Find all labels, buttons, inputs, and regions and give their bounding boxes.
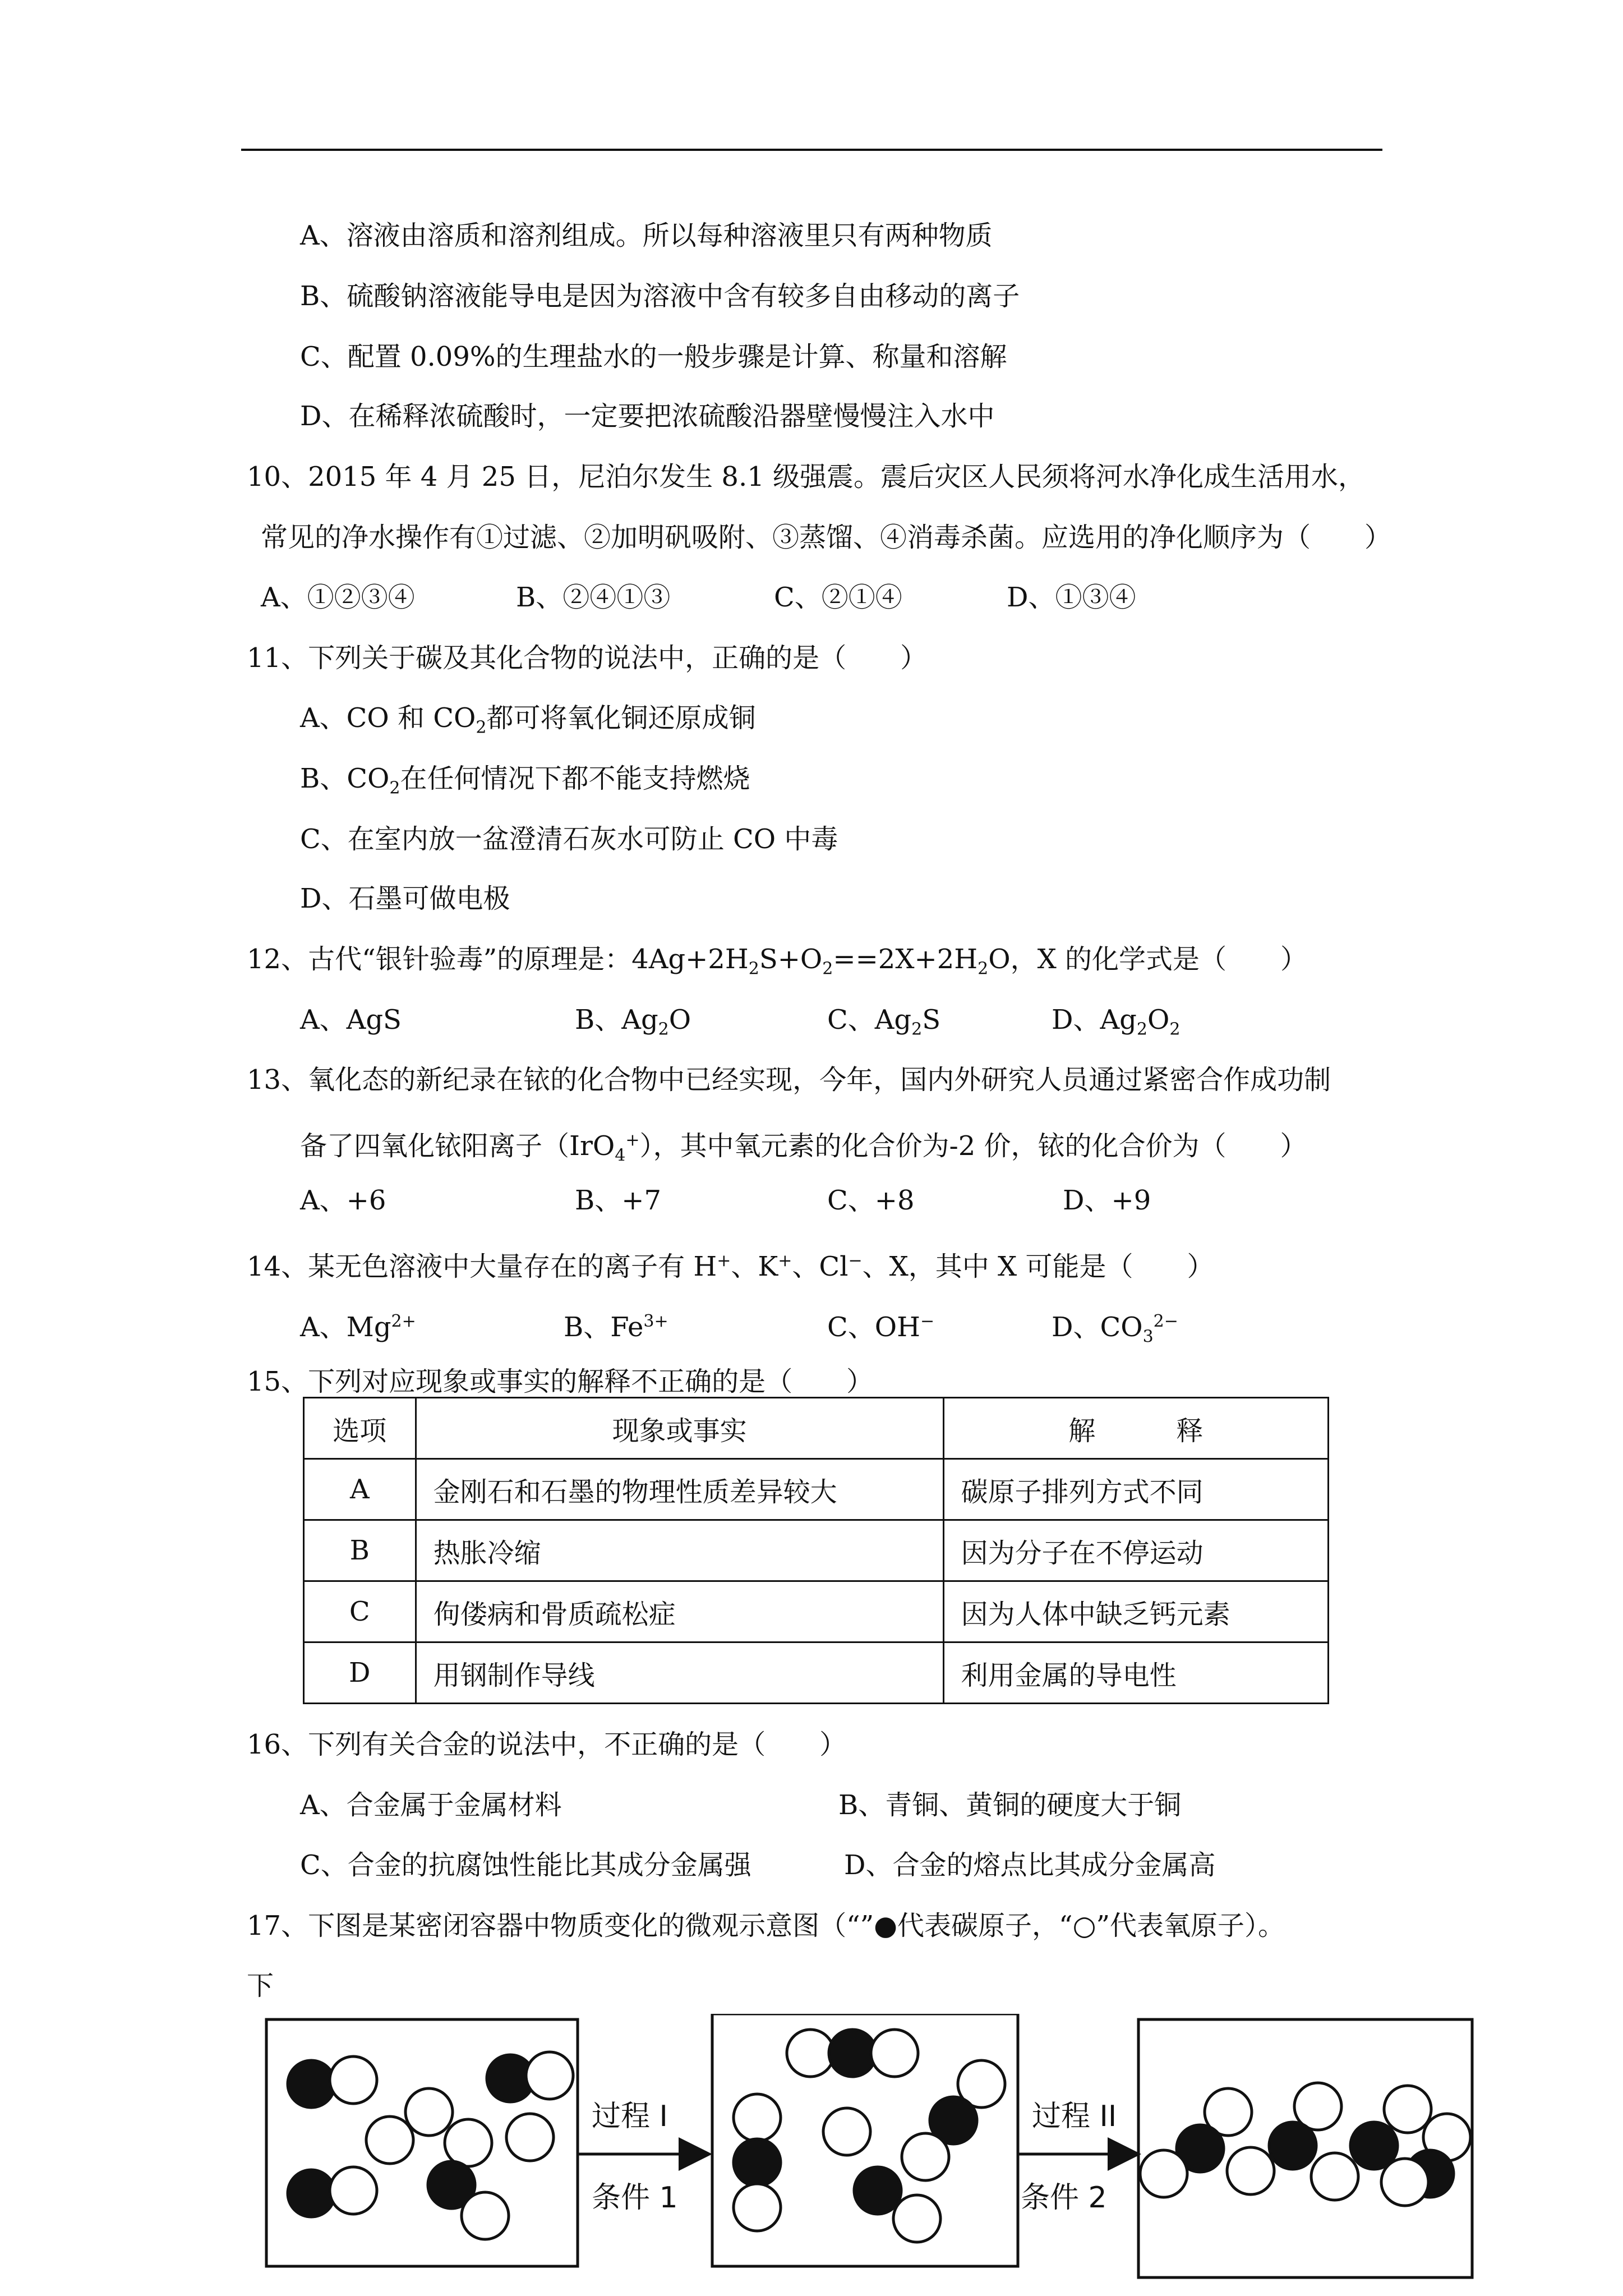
q15-stem: 15、下列对应现象或事实的解释不正确的是（ ） <box>247 1366 874 1397</box>
oxygen-atom <box>1384 2086 1431 2133</box>
explanation-table <box>303 1397 1329 1704</box>
q13-stem-line2: 备了四氧化铱阳离子（IrO$_4$+），其中氧元素的化合价为-2 价，铱的化合价为（ ） <box>300 1130 1307 1166</box>
table-cell: 因为人体中缺乏钙元素 <box>943 1581 1328 1642</box>
table-row <box>304 1581 1329 1642</box>
table-cell: A <box>304 1459 416 1520</box>
q17-stem: 17、下图是某密闭容器中物质变化的微观示意图（“”●代表碳原子，“○”代表氧原子）。 <box>247 1910 1285 1941</box>
table-cell: 金刚石和石墨的物理性质差异较大 <box>416 1459 943 1520</box>
q12-option-b: B、$Ag_2O$ <box>575 1004 691 1039</box>
oxygen-atom <box>506 2114 554 2161</box>
oxygen-atom <box>1381 2159 1428 2206</box>
oxygen-atom <box>330 2056 377 2104</box>
q11-option-d: D、石墨可做电极 <box>300 883 510 914</box>
oxygen-atom <box>893 2195 940 2242</box>
q16-stem: 16、下列有关合金的说法中，不正确的是（ ） <box>247 1729 847 1760</box>
q16-option-a: A、合金属于金属材料 <box>300 1789 562 1821</box>
oxygen-atom <box>823 2108 870 2155</box>
table-cell: B <box>304 1520 416 1581</box>
condition-2-label: 条件 2 <box>1021 2181 1107 2215</box>
q12-option-a: A、AgS <box>300 1004 402 1036</box>
oxygen-atom <box>1311 2153 1358 2200</box>
table-cell: D <box>304 1642 416 1704</box>
q13-option-c: C、+8 <box>827 1185 915 1216</box>
q10-stem-line2: 常见的净水操作有①过滤、②加明矾吸附、③蒸馏、④消毒杀菌。应选用的净化顺序为（ ） <box>261 522 1392 553</box>
carbon-atom <box>854 2167 901 2214</box>
q16-option-d: D、合金的熔点比其成分金属高 <box>844 1849 1216 1881</box>
header-explanation: 解 释 <box>943 1398 1328 1459</box>
carbon-atom <box>1269 2122 1316 2169</box>
oxygen-atom <box>366 2116 413 2164</box>
q12-stem: 12、古代“银针验毒”的原理是：$4Ag+2H_2S+O_2==2X+2H_2O$，X 的化学式是（ ） <box>247 944 1308 979</box>
oxygen-atom <box>734 2184 781 2231</box>
q12-option-c: C、$Ag_2S$ <box>827 1004 941 1039</box>
table-row <box>304 1520 1329 1581</box>
q13-option-a: A、+6 <box>300 1185 386 1216</box>
q17-stem-continuation: 下 <box>247 1970 274 2001</box>
q14-option-c: C、OH− <box>827 1312 935 1343</box>
q9-option-c: C、配置 0.09%的生理盐水的一般步骤是计算、称量和溶解 <box>300 341 1007 372</box>
oxygen-atom <box>1140 2150 1187 2197</box>
q12-option-d: D、$Ag_2O_2$ <box>1052 1004 1181 1039</box>
oxygen-atom <box>734 2094 781 2141</box>
q10-option-c: C、②①④ <box>774 582 902 613</box>
oxygen-atom <box>462 2192 509 2239</box>
q10-option-b: B、②④①③ <box>516 582 671 613</box>
table-cell: 佝偻病和骨质疏松症 <box>416 1581 943 1642</box>
oxygen-atom <box>330 2167 377 2214</box>
process-2-label: 过程 II <box>1032 2100 1117 2133</box>
q16-option-c: C、合金的抗腐蚀性能比其成分金属强 <box>300 1849 751 1881</box>
table-row <box>304 1642 1329 1704</box>
q14-option-a: A、$Mg^{2+}$ <box>300 1312 416 1343</box>
q14-option-b: B、$Fe^{3+}$ <box>564 1312 668 1343</box>
header-phenomenon: 现象或事实 <box>416 1398 943 1459</box>
oxygen-atom <box>526 2052 573 2099</box>
header-option: 选项 <box>304 1398 416 1459</box>
q14-stem: 14、某无色溶液中大量存在的离子有 H+、K+、Cl−、X，其中 X 可能是（ ） <box>247 1251 1214 1282</box>
q10-option-d: D、①③④ <box>1007 582 1136 613</box>
q9-option-b: B、硫酸钠溶液能导电是因为溶液中含有较多自由移动的离子 <box>300 280 1020 312</box>
table-row <box>304 1459 1329 1520</box>
table-cell: 利用金属的导电性 <box>943 1642 1328 1704</box>
oxygen-atom <box>405 2088 453 2136</box>
q9-option-d: D、在稀释浓硫酸时，一定要把浓硫酸沿器壁慢慢注入水中 <box>300 401 995 432</box>
table-cell: 热胀冷缩 <box>416 1520 943 1581</box>
carbon-atom <box>734 2139 781 2186</box>
q14-option-d: D、$CO_3^{2-}$ <box>1052 1312 1178 1347</box>
q11-option-b: B、$CO_2$在任何情况下都不能支持燃烧 <box>300 763 750 798</box>
oxygen-atom <box>902 2133 949 2180</box>
carbon-atom <box>829 2030 876 2077</box>
oxygen-atom <box>445 2119 492 2166</box>
table-cell: 因为分子在不停运动 <box>943 1520 1328 1581</box>
table-cell: 碳原子排列方式不同 <box>943 1459 1328 1520</box>
q13-stem-line1: 13、氧化态的新纪录在铱的化合物中已经实现，今年，国内外研究人员通过紧密合作成功制 <box>247 1064 1331 1096</box>
q13-option-b: B、+7 <box>575 1185 662 1216</box>
q11-option-c: C、在室内放一盆澄清石灰水可防止 CO 中毒 <box>300 823 838 855</box>
oxygen-atom <box>1227 2147 1274 2194</box>
q16-option-b: B、青铜、黄铜的硬度大于铜 <box>838 1789 1182 1821</box>
table-header-row <box>304 1398 1329 1459</box>
table-cell: C <box>304 1581 416 1642</box>
header-rule <box>241 149 1382 151</box>
process-1-label: 过程 I <box>592 2100 668 2133</box>
q9-option-a: A、溶液由溶质和溶剂组成。所以每种溶液里只有两种物质 <box>300 220 993 251</box>
q11-stem: 11、下列关于碳及其化合物的说法中，正确的是（ ） <box>247 642 928 674</box>
q10-stem-line1: 10、2015 年 4 月 25 日，尼泊尔发生 8.1 级强震。震后灾区人民须将河水净化成生活用水， <box>247 461 1365 493</box>
carbon-atom <box>288 2170 335 2217</box>
q13-option-d: D、+9 <box>1063 1185 1151 1216</box>
molecular-diagram <box>264 2014 1475 2296</box>
oxygen-atom <box>787 2030 834 2077</box>
table-cell: 用钢制作导线 <box>416 1642 943 1704</box>
carbon-atom <box>288 2060 335 2108</box>
q11-option-a: A、CO 和 $CO_2$都可将氧化铜还原成铜 <box>300 702 756 738</box>
oxygen-atom <box>871 2030 918 2077</box>
condition-1-label: 条件 1 <box>592 2181 678 2215</box>
q10-option-a: A、①②③④ <box>261 582 415 613</box>
